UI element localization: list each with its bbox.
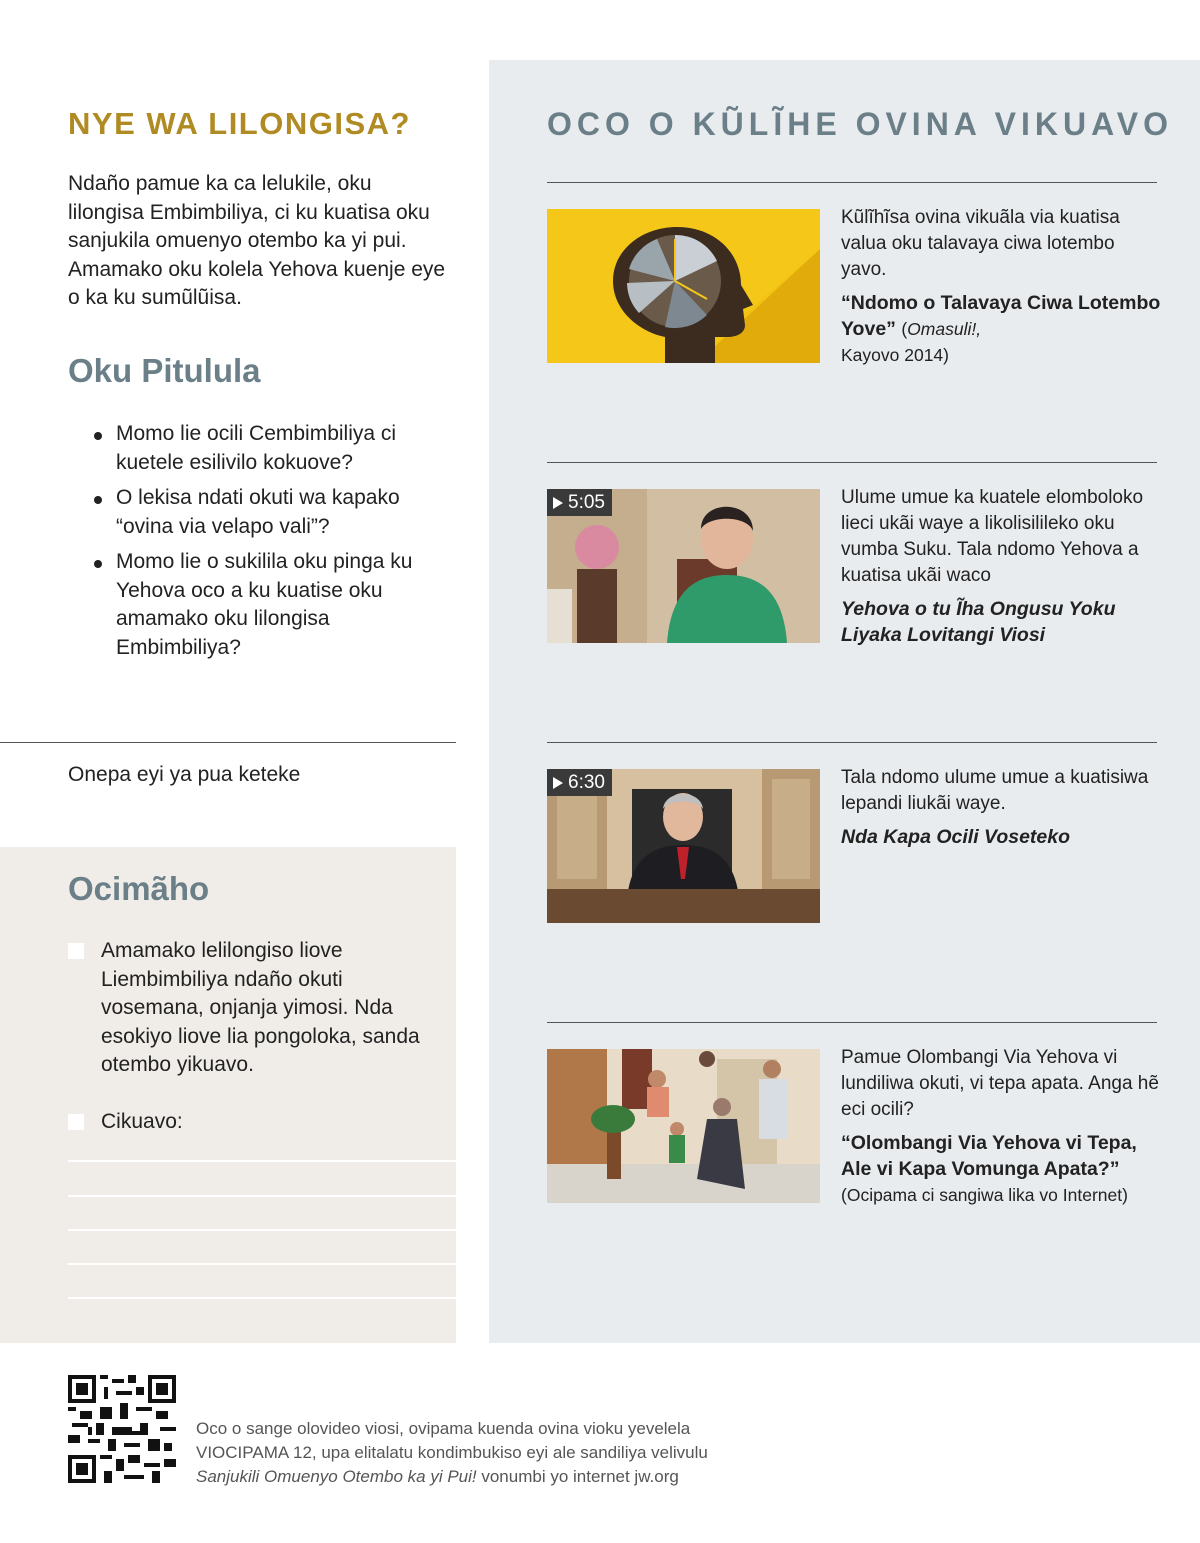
card-text: Kũlĩhĩsa ovina vikuãla via kuatisa valua oku talavaya ciwa lotembo yavo. “Ndomo o Talavaya Ciwa Lotembo Yove” (Omasuli!, Kayovo 2014): [841, 205, 1161, 368]
divider: [547, 742, 1157, 743]
divider: [0, 742, 456, 743]
intro-paragraph: Ndaño pamue ka ca lelukile, oku lilongisa Embimbiliya, ci ku kuatisa oku sanjukila omuenyo otembo ka yi pui. Amamako oku kolela Yehova kuenje eye o ka ku sumũlũisa.: [68, 172, 446, 309]
goal-title: Ocimãho: [68, 870, 210, 907]
write-line[interactable]: [68, 1297, 456, 1299]
review-title: Oku Pitulula: [68, 352, 261, 389]
bullet-icon: [94, 496, 102, 504]
more-info-title: OCO O KŨLĨHE OVINA VIKUAVO: [547, 106, 1174, 142]
lesson-title: NYE WA LILONGISA?: [68, 106, 411, 141]
reference-link[interactable]: Nda Kapa Ocili Voseteko: [841, 826, 1071, 848]
write-line[interactable]: [68, 1195, 456, 1197]
video-thumbnail[interactable]: [547, 489, 820, 643]
write-line[interactable]: [68, 1263, 456, 1265]
bullet-icon: [94, 560, 102, 568]
head-clock-illustration: [547, 209, 820, 363]
write-line[interactable]: [68, 1160, 456, 1162]
write-line[interactable]: [68, 1229, 456, 1231]
goal-item: Cikuavo:: [68, 1108, 428, 1137]
divider: [547, 462, 1157, 463]
play-icon: [553, 777, 563, 789]
review-list: [90, 420, 450, 669]
checkbox[interactable]: [68, 1114, 84, 1130]
website-link[interactable]: vonumbi yo internet jw.org: [476, 1467, 679, 1486]
family-photo: [547, 1049, 820, 1203]
card-text: Ulume umue ka kuatele elomboloko lieci ukãi waye a likolisilileko oku vumba Suku. Tala ndomo Yehova a kuatisa ukãi waco Yehova o tu Ĩha Ongusu Yoku Liyaka Lovitangi Viosi: [841, 485, 1161, 648]
list-item: O lekisa ndati okuti wa kapako “ovina via velapo vali”?: [90, 484, 450, 541]
video-duration-badge: 6:30: [547, 769, 612, 796]
goal-item: Amamako lelilongiso liove Liembimbiliya ndaño okuti vosemana, onjanja yimosi. Nda esokiyo liove lia pongoloka, sanda otembo yikuavo.: [68, 937, 428, 1080]
qr-code-icon: [68, 1375, 176, 1483]
article-thumbnail[interactable]: [547, 1049, 820, 1203]
misc-label: Onepa eyi ya pua keteke: [68, 763, 301, 786]
video-duration-badge: 5:05: [547, 489, 612, 516]
bullet-icon: [94, 432, 102, 440]
divider: [547, 182, 1157, 183]
card-text: Pamue Olombangi Via Yehova vi lundiliwa okuti, vi tepa apata. Anga hẽ eci ocili? “Olombangi Via Yehova vi Tepa, Ale vi Kapa Vomunga Apata?” (Ocipama ci sangiwa lika vo Internet): [841, 1045, 1161, 1208]
checkbox[interactable]: [68, 943, 84, 959]
play-icon: [553, 497, 563, 509]
qr-code[interactable]: [68, 1375, 176, 1483]
footer-text: Oco o sange olovideo viosi, ovipama kuenda ovina vioku yevelela VIOCIPAMA 12, upa elitalatu kondimbukiso eyi ale sandiliya velivulu Sanjukili Omuenyo Otembo ka yi Pui! vonumbi yo internet jw.org: [196, 1419, 708, 1486]
goal-panel: [0, 847, 456, 1343]
article-thumbnail[interactable]: [547, 209, 820, 363]
reference-link[interactable]: “Ndomo o Talavaya Ciwa Lotembo Yove” (Omasuli!, Kayovo 2014): [841, 292, 1161, 365]
card-text: Tala ndomo ulume umue a kuatisiwa lepandi liukãi waye. Nda Kapa Ocili Voseteko: [841, 765, 1161, 850]
list-item: Momo lie o sukilila oku pinga ku Yehova oco a ku kuatise oku amamako oku lilongisa Embimbiliya?: [90, 548, 450, 662]
video-thumbnail[interactable]: [547, 769, 820, 923]
divider: [547, 1022, 1157, 1023]
reference-link[interactable]: Yehova o tu Ĩha Ongusu Yoku Liyaka Lovitangi Viosi: [841, 598, 1116, 646]
list-item: Momo lie ocili Cembimbiliya ci kuetele esilivilo kokuove?: [90, 420, 450, 477]
reference-link[interactable]: “Olombangi Via Yehova vi Tepa, Ale vi Kapa Vomunga Apata?” (Ocipama ci sangiwa lika vo Internet): [841, 1132, 1137, 1205]
